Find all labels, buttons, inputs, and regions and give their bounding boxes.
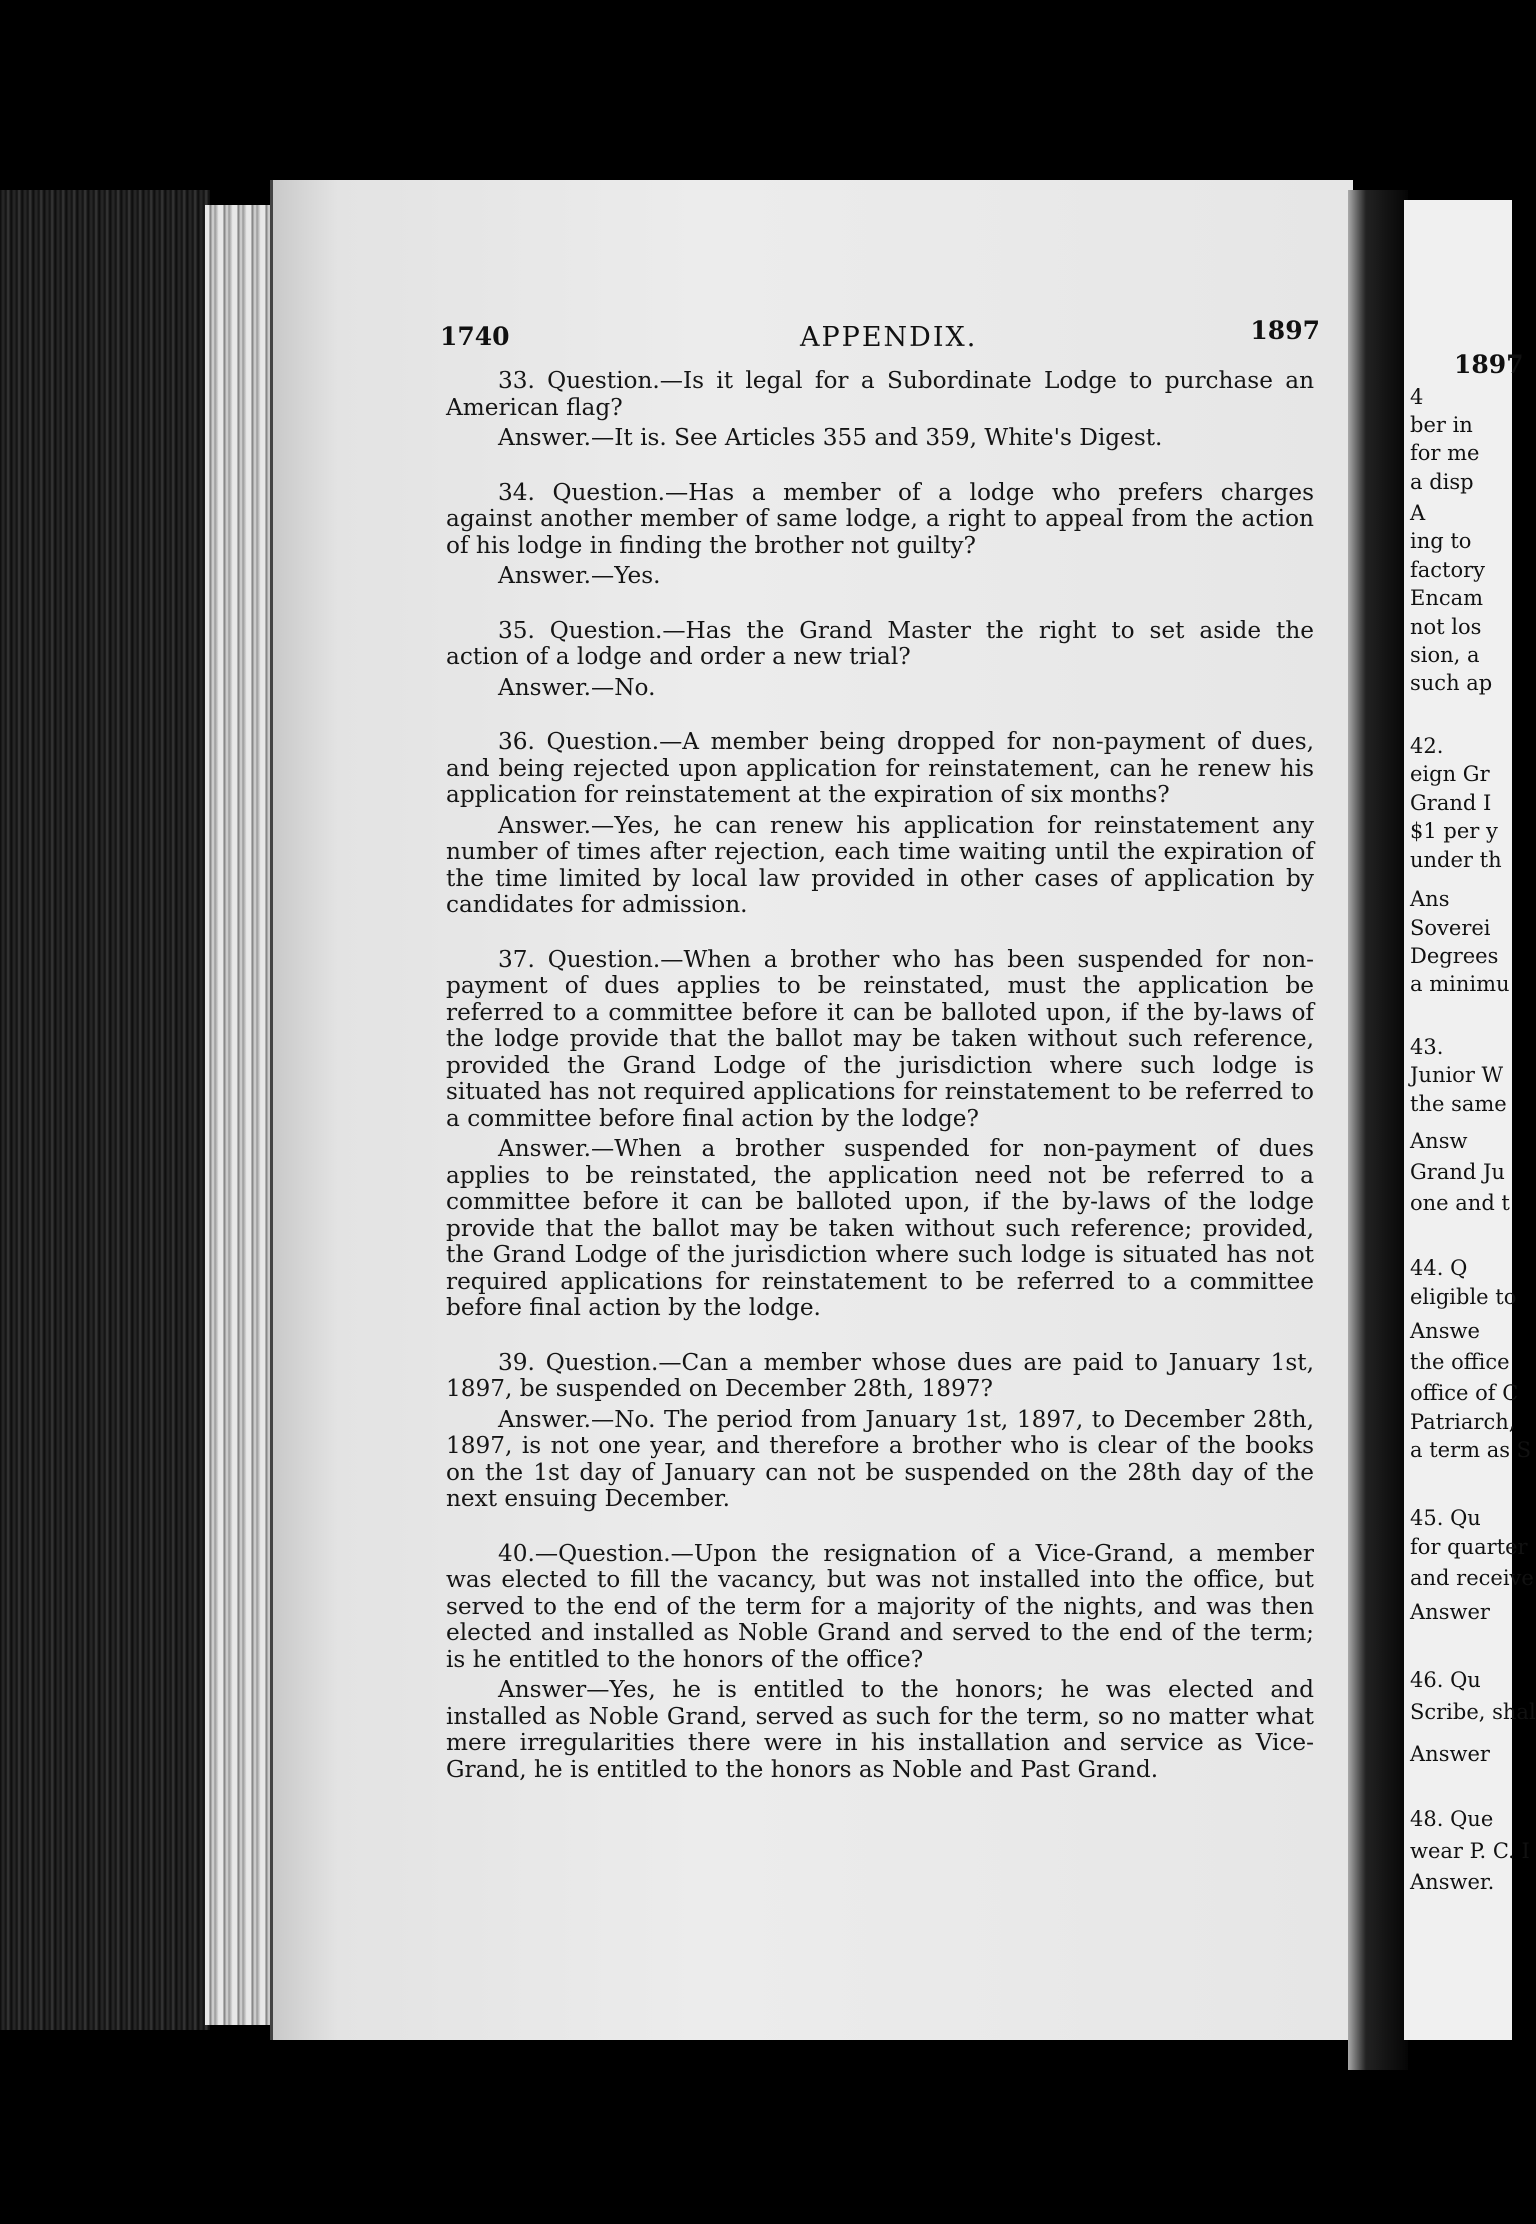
question-paragraph: 39. Question.—Can a member whose dues are paid to January 1st, 1897, be suspended on December 28th, 1897? bbox=[446, 1348, 1314, 1402]
adjacent-page-line: the office bbox=[1410, 1350, 1510, 1375]
answer-paragraph: Answer.—Yes, he can renew his application for reinstatement any number of times after rejection, each time waiting until the expiration of the time limited by local law provided in other cases of application by candidates for admission. bbox=[446, 811, 1314, 918]
adjacent-page-line: wear P. C. I bbox=[1410, 1838, 1530, 1863]
page-year: 1897 bbox=[1250, 316, 1320, 345]
adjacent-page-line: 4 bbox=[1410, 384, 1424, 409]
adjacent-page-line: 44. Q bbox=[1410, 1256, 1468, 1281]
running-title: APPENDIX. bbox=[800, 322, 978, 353]
answer-paragraph: Answer.—No. The period from January 1st, 1897, to December 28th, 1897, is not one year, and therefore a brother who is clear of the books on the 1st day of January can not be suspended on the 28th day of the next ensuing December. bbox=[446, 1405, 1314, 1512]
adjacent-page-line: Answer bbox=[1410, 1600, 1490, 1625]
answer-paragraph: Answer.—It is. See Articles 355 and 359, White's Digest. bbox=[498, 424, 1163, 451]
answer-paragraph: Answer.—When a brother suspended for non-payment of dues applies to be reinstated, the application need not be referred to a committee before it can be balloted upon, if the by-laws of the lodge provide that the ballot may be taken without such reference; provided, the Grand Lodge of the jurisdiction where such lodge is situated has not required applications for reinstatement to be referred to a committee before final action by the lodge. bbox=[446, 1135, 1314, 1321]
adjacent-page-line: Patriarch, bbox=[1410, 1409, 1516, 1434]
adjacent-page-line: a minimu bbox=[1410, 972, 1510, 997]
adjacent-page-line: 48. Que bbox=[1410, 1807, 1494, 1832]
question-paragraph: 34. Question.—Has a member of a lodge who prefers charges against another member of same lodge, a right to appeal from the action of his lodge in finding the brother not guilty? bbox=[446, 478, 1314, 559]
qa-entry bbox=[446, 729, 1314, 919]
adjacent-page-line: 42. bbox=[1410, 733, 1444, 758]
adjacent-page-line: $1 per y bbox=[1410, 819, 1498, 844]
adjacent-page-line: one and t bbox=[1410, 1191, 1510, 1216]
adjacent-page-line: Answer bbox=[1410, 1742, 1490, 1767]
adjacent-page-line: Junior W bbox=[1410, 1063, 1504, 1088]
adjacent-page-line: Soverei bbox=[1410, 915, 1491, 940]
adjacent-page-line: sion, a bbox=[1410, 643, 1480, 668]
adjacent-page-line: Ans bbox=[1410, 887, 1450, 912]
adjacent-page-fragment bbox=[1404, 200, 1536, 2040]
adjacent-page-line: A bbox=[1410, 501, 1426, 526]
adjacent-page-line: for me bbox=[1410, 441, 1480, 466]
adjacent-page-line: eign Gr bbox=[1410, 762, 1490, 787]
qa-entry bbox=[446, 480, 1314, 590]
adjacent-page-line: Scribe, shal bbox=[1410, 1699, 1536, 1724]
adjacent-page-line: 45. Qu bbox=[1410, 1506, 1481, 1531]
page-number: 1740 bbox=[440, 322, 510, 351]
adjacent-page-line: Grand Ju bbox=[1410, 1159, 1505, 1184]
question-paragraph: 35. Question.—Has the Grand Master the right to set aside the action of a lodge and order a new trial? bbox=[446, 616, 1314, 670]
adjacent-page-line: for quarter bbox=[1410, 1534, 1528, 1559]
adjacent-page-line: such ap bbox=[1410, 671, 1493, 696]
answer-paragraph: Answer—Yes, he is entitled to the honors; he was elected and installed as Noble Grand, served as such for the term, so no matter what mere irregularities there were in his installation and service as Vice-Grand, he is entitled to the honors as Noble and Past Grand. bbox=[446, 1676, 1314, 1783]
book-gutter bbox=[1348, 190, 1408, 2070]
qa-entry bbox=[446, 368, 1314, 452]
question-paragraph: 40.—Question.—Upon the resignation of a Vice-Grand, a member was elected to fill the vacancy, but was not installed into the office, but served to the end of the term for a majority of the nights, and was then elected and installed as Noble Grand and served to the end of the term; is he entitled to the honors of the office? bbox=[446, 1539, 1314, 1673]
adjacent-page-line: Answer. bbox=[1410, 1869, 1495, 1894]
qa-entry bbox=[446, 947, 1314, 1322]
qa-entry bbox=[446, 1541, 1314, 1784]
adjacent-page-line: and receive bbox=[1410, 1566, 1534, 1591]
adjacent-page-line: Encam bbox=[1410, 586, 1484, 611]
adjacent-page-line: factory bbox=[1410, 557, 1486, 582]
page-header bbox=[440, 316, 1320, 362]
answer-paragraph: Answer.—Yes. bbox=[498, 562, 661, 589]
adjacent-page-line: 46. Qu bbox=[1410, 1668, 1481, 1693]
adjacent-page-line: office of C bbox=[1410, 1381, 1519, 1406]
qa-entry bbox=[446, 618, 1314, 702]
adjacent-page-line: Answe bbox=[1410, 1318, 1480, 1343]
page-body bbox=[446, 368, 1314, 1811]
adjacent-page-line: a disp bbox=[1410, 469, 1474, 494]
page-stack-edges bbox=[205, 205, 275, 2025]
adjacent-page-line: Answ bbox=[1410, 1128, 1468, 1153]
answer-paragraph: Answer.—No. bbox=[498, 673, 656, 701]
adjacent-page-year: 1897 bbox=[1454, 350, 1524, 379]
adjacent-page-line: Grand I bbox=[1410, 790, 1492, 815]
adjacent-page-line: a term as S bbox=[1410, 1438, 1532, 1463]
adjacent-page-line: ber in bbox=[1410, 413, 1473, 437]
adjacent-page-line: 43. bbox=[1410, 1034, 1444, 1059]
adjacent-page-line: eligible to bbox=[1410, 1284, 1517, 1309]
adjacent-page-line: the same bbox=[1410, 1091, 1507, 1116]
question-paragraph: 33. Question.—Is it legal for a Subordinate Lodge to purchase an American flag? bbox=[446, 367, 1314, 421]
question-paragraph: 36. Question.—A member being dropped for non-payment of dues, and being rejected upon application for reinstatement, can he renew his application for reinstatement at the expiration of six months? bbox=[446, 728, 1314, 808]
adjacent-page-line: Degrees bbox=[1410, 944, 1499, 969]
adjacent-page-line: under th bbox=[1410, 847, 1502, 872]
qa-entry bbox=[446, 1350, 1314, 1513]
adjacent-page-line: not los bbox=[1410, 614, 1482, 639]
book-left-edge bbox=[0, 190, 210, 2030]
question-paragraph: 37. Question.—When a brother who has been suspended for non-payment of dues applies to be reinstated, must the application be referred to a committee before it can be balloted upon, if the by-laws of the lodge provide that the ballot may be taken without such reference, provided the Grand Lodge of the jurisdiction where such lodge is situated has not required applications for reinstatement to be referred to a committee before final action by the lodge? bbox=[446, 945, 1314, 1132]
adjacent-page-line: ing to bbox=[1410, 529, 1472, 554]
